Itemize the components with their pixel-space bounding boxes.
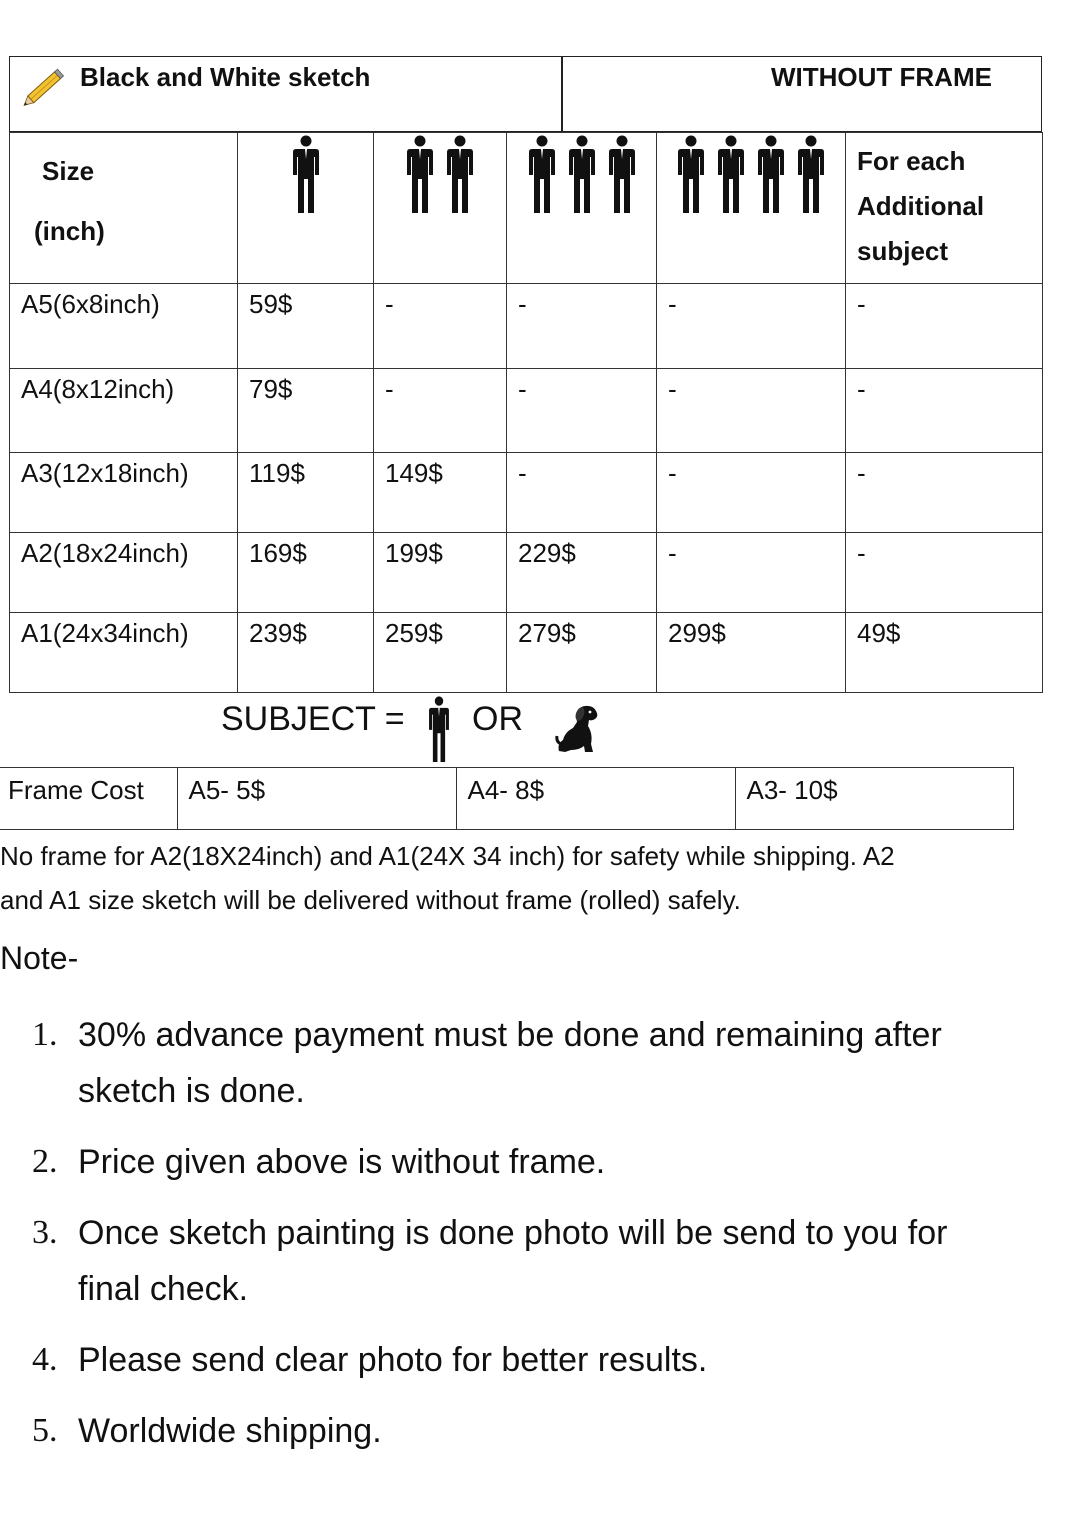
list-item [0,1134,1060,1190]
frame-cost-item: A4- 8$ [456,768,735,830]
additional-heading-line: For each [857,146,966,176]
price-cell: 49$ [846,613,1043,693]
note-line: final check. [78,1270,249,1308]
price-cell: 299$ [657,613,846,693]
price-cell: 259$ [374,613,507,693]
person-icon [443,135,477,213]
list-item [0,1332,1060,1388]
dog-icon [555,704,599,754]
price-cell: 59$ [238,284,374,369]
frame-cost-row [0,768,1013,830]
list-number: 1. [32,1016,58,1053]
size-cell: A3(12x18inch) [10,453,238,533]
note-line: Price given above is without frame. [78,1143,606,1181]
person-icon [794,135,828,213]
note-line: Please send clear photo for better results. [78,1341,708,1379]
person-icon [674,135,708,213]
price-cell: 229$ [507,533,657,613]
list-number: 5. [32,1412,58,1449]
header-title: Black and White sketch [80,62,371,92]
price-cell: - [507,284,657,369]
price-table [9,132,1043,693]
header-frame-label: WITHOUT FRAME [771,62,992,92]
price-cell: 119$ [238,453,374,533]
table-header-row [10,133,1043,284]
pencil-icon [18,66,68,112]
frame-note [0,834,1000,922]
price-cell: - [657,369,846,453]
price-cell: 279$ [507,613,657,693]
price-cell: 199$ [374,533,507,613]
frame-cost-item: A3- 10$ [735,768,1013,830]
size-heading-unit: (inch) [34,216,105,246]
price-cell: 239$ [238,613,374,693]
list-number: 3. [32,1214,58,1251]
subjects-2-heading [374,133,507,284]
size-heading [10,133,238,284]
person-icon [565,135,599,213]
table-row [10,613,1043,693]
list-number: 2. [32,1143,58,1180]
size-cell: A2(18x24inch) [10,533,238,613]
additional-heading-line: subject [857,236,949,266]
price-cell: - [846,533,1043,613]
price-cell: - [846,453,1043,533]
size-cell: A5(6x8inch) [10,284,238,369]
person-icon [289,135,323,213]
frame-note-line: and A1 size sketch will be delivered without frame (rolled) safely. [0,885,741,915]
frame-note-line: No frame for A2(18X24inch) and A1(24X 34 inch) for safety while shipping. A2 [0,841,895,871]
note-line: 30% advance payment must be done and remaining after [78,1016,942,1054]
list-item [0,1205,1060,1317]
size-cell: A1(24x34inch) [10,613,238,693]
person-icon [403,135,437,213]
list-item [0,1403,1060,1459]
list-item [0,1007,1060,1119]
person-icon [525,135,559,213]
price-cell: - [657,453,846,533]
table-row [10,284,1043,369]
price-cell: 149$ [374,453,507,533]
price-cell: - [846,369,1043,453]
subjects-3-heading [507,133,657,284]
price-cell: - [374,369,507,453]
subject-or: OR [472,700,523,738]
price-cell: - [657,533,846,613]
subjects-1-heading [238,133,374,284]
person-icon [426,696,452,762]
additional-heading-line: Additional [857,191,985,221]
table-row [10,369,1043,453]
additional-subject-heading [846,133,1043,284]
note-line: sketch is done. [78,1072,305,1110]
header-divider [561,56,563,133]
subject-label: SUBJECT = [221,700,405,738]
size-heading-line: Size [42,156,95,186]
note-line: Worldwide shipping. [78,1412,382,1450]
subjects-4-heading [657,133,846,284]
note-title: Note- [0,940,79,976]
size-cell: A4(8x12inch) [10,369,238,453]
frame-cost-item: A5- 5$ [177,768,456,830]
person-icon [714,135,748,213]
frame-cost-label: Frame Cost [0,768,177,830]
table-row [10,453,1043,533]
frame-cost-table [0,767,1014,830]
price-cell: - [657,284,846,369]
notes-list [0,1007,1060,1459]
price-cell: - [507,369,657,453]
person-icon [605,135,639,213]
person-icon [754,135,788,213]
price-cell: 169$ [238,533,374,613]
price-cell: 79$ [238,369,374,453]
list-number: 4. [32,1341,58,1378]
price-cell: - [374,284,507,369]
price-cell: - [846,284,1043,369]
table-row [10,533,1043,613]
price-cell: - [507,453,657,533]
note-line: Once sketch painting is done photo will be send to you for [78,1214,948,1252]
